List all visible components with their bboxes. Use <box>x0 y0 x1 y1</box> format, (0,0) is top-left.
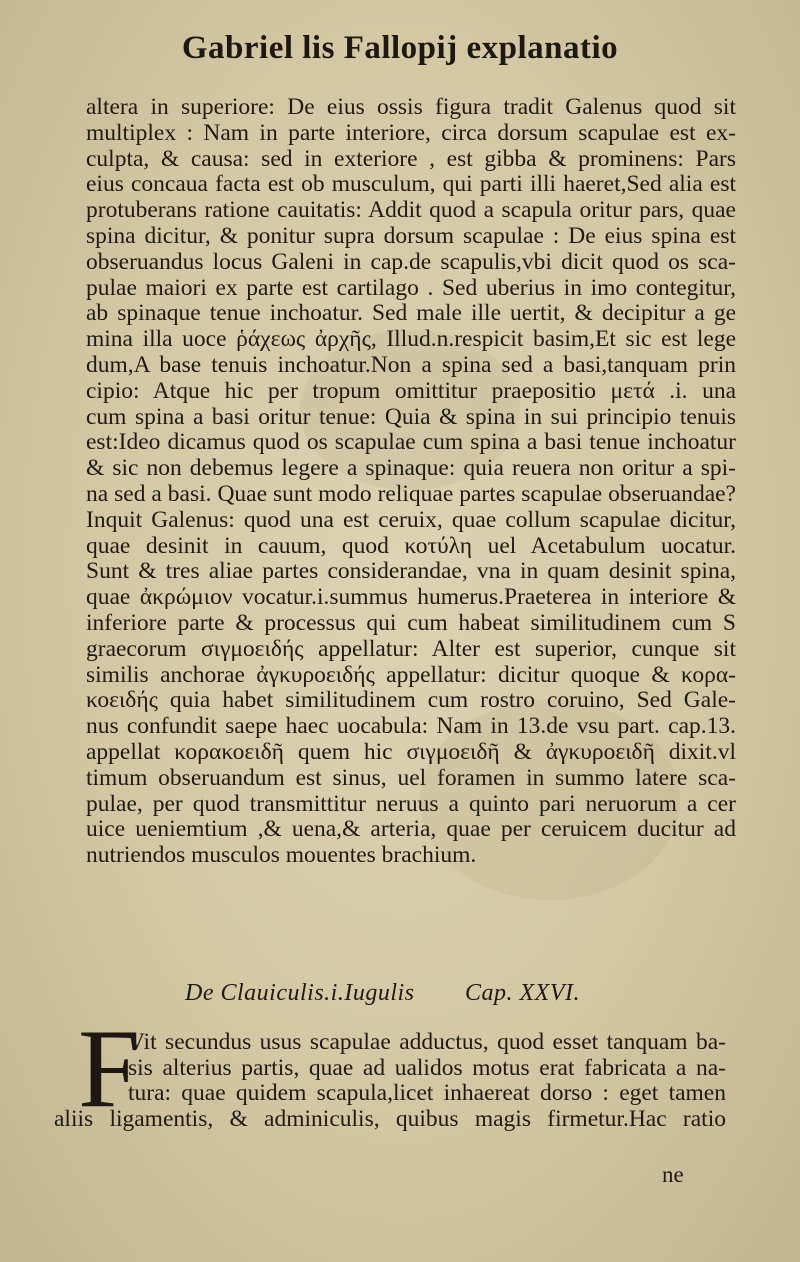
text-line: na sed a basi. Quae sunt modo reliquae partes scapulae obseruandae? <box>86 481 736 507</box>
text-line: κοειδής quia habet similitudinem cum rostro coruino, Sed Gale- <box>86 688 736 714</box>
text-line: quae desinit in cauum, quod κοτύλη uel Acetabulum uocatur. <box>86 533 736 559</box>
text-line: graecorum σιγμοειδής appellatur: Alter est superior, cunque sit <box>86 636 736 662</box>
drop-capital: F <box>78 1007 141 1131</box>
text-line: est:Ideo dicamus quod os scapulae cum spina a basi tenue inchoatur <box>86 430 736 456</box>
chapter-title: De Clauiculis.i.Iugulis <box>185 980 415 1006</box>
text-line: eius concaua facta est ob musculum, qui parti illi haeret,Sed alia est <box>86 172 736 198</box>
text-line: inferiore parte & processus qui cum habeat similitudinem cum S <box>86 610 736 636</box>
text-line: Sunt & tres aliae partes considerandae, vna in quam desinit spina, <box>86 559 736 585</box>
text-line: ab spinaque tenue inchoatur. Sed male ille uertit, & decipitur a ge <box>86 301 736 327</box>
text-line: spina dicitur, & ponitur supra dorsum scapulae : De eius spina est <box>86 223 736 249</box>
text-line: nus confundit saepe haec uocabula: Nam in 13.de vsu part. cap.13. <box>86 714 736 740</box>
text-line: culpta, & causa: sed in exteriore , est gibba & prominens: Pars <box>86 146 736 172</box>
chapter-heading <box>185 980 685 1007</box>
text-line: tura: quae quidem scapula,licet inhaereat dorso : eget tamen <box>128 1081 726 1106</box>
text-line: quae ἀκρώμιον vocatur.i.summus humerus.Praeterea in interiore & <box>86 585 736 611</box>
text-line: protuberans ratione cauitatis: Addit quod a scapula oritur pars, quae <box>86 198 736 224</box>
text-line: altera in superiore: De eius ossis figura tradit Galenus quod sit <box>86 95 736 120</box>
text-line: multiplex : Nam in parte interiore, circa dorsum scapulae est ex- <box>86 120 736 146</box>
text-line: & sic non debemus legere a spinaque: quia reuera non oritur a spi- <box>86 456 736 482</box>
second-paragraph-indented <box>128 1030 726 1107</box>
text-line: Vit secundus usus scapulae adductus, quod esset tanquam ba- <box>128 1030 726 1055</box>
running-header: Gabriel lis Fallopij explanatio <box>181 30 619 66</box>
text-line: cum spina a basi oritur tenue: Quia & spina in sui principio tenuis <box>86 404 736 430</box>
text-line: Inquit Galenus: quod una est ceruix, quae collum scapulae dicitur, <box>86 507 736 533</box>
catchword: ne <box>662 1162 684 1187</box>
text-line: obseruandus locus Galeni in cap.de scapulis,vbi dicit quod os sca- <box>86 249 736 275</box>
text-line: similis anchorae ἀγκυροειδής appellatur: dicitur quoque & κορα- <box>86 662 736 688</box>
text-line: pulae maiori ex parte est cartilago . Sed uberius in imo contegitur, <box>86 275 736 301</box>
text-line: pulae, per quod transmittitur neruus a quinto pari neruorum a cer <box>86 791 736 817</box>
second-paragraph-continued <box>54 1107 726 1133</box>
text-line: sis alterius partis, quae ad ualidos motus erat fabricata a na- <box>128 1055 726 1081</box>
text-line: nutriendos musculos mouentes brachium. <box>86 843 477 869</box>
main-paragraph <box>86 95 736 869</box>
text-line: uice ueniemtium ,& uena,& arteria, quae per ceruicem ducitur ad <box>86 817 736 843</box>
text-line: aliis ligamentis, & adminiculis, quibus magis firmetur.Hac ratio <box>54 1107 726 1132</box>
text-line: mina illa uoce ῥάχεως ἀρχῆς, Illud.n.respicit basim,Et sic est lege <box>86 327 736 353</box>
text-line: cipio: Atque hic per tropum omittitur praepositio μετά .i. una <box>86 378 736 404</box>
text-line: timum obseruandum est sinus, uel foramen in summo latere sca- <box>86 765 736 791</box>
text-line: dum,A base tenuis inchoatur.Non a spina sed a basi,tanquam prin <box>86 352 736 378</box>
chapter-number: Cap. XXVI. <box>465 980 580 1006</box>
text-line: appellat κορακοειδῆ quem hic σιγμοειδῆ & ἀγκυροειδῆ dixit.vl <box>86 739 736 765</box>
